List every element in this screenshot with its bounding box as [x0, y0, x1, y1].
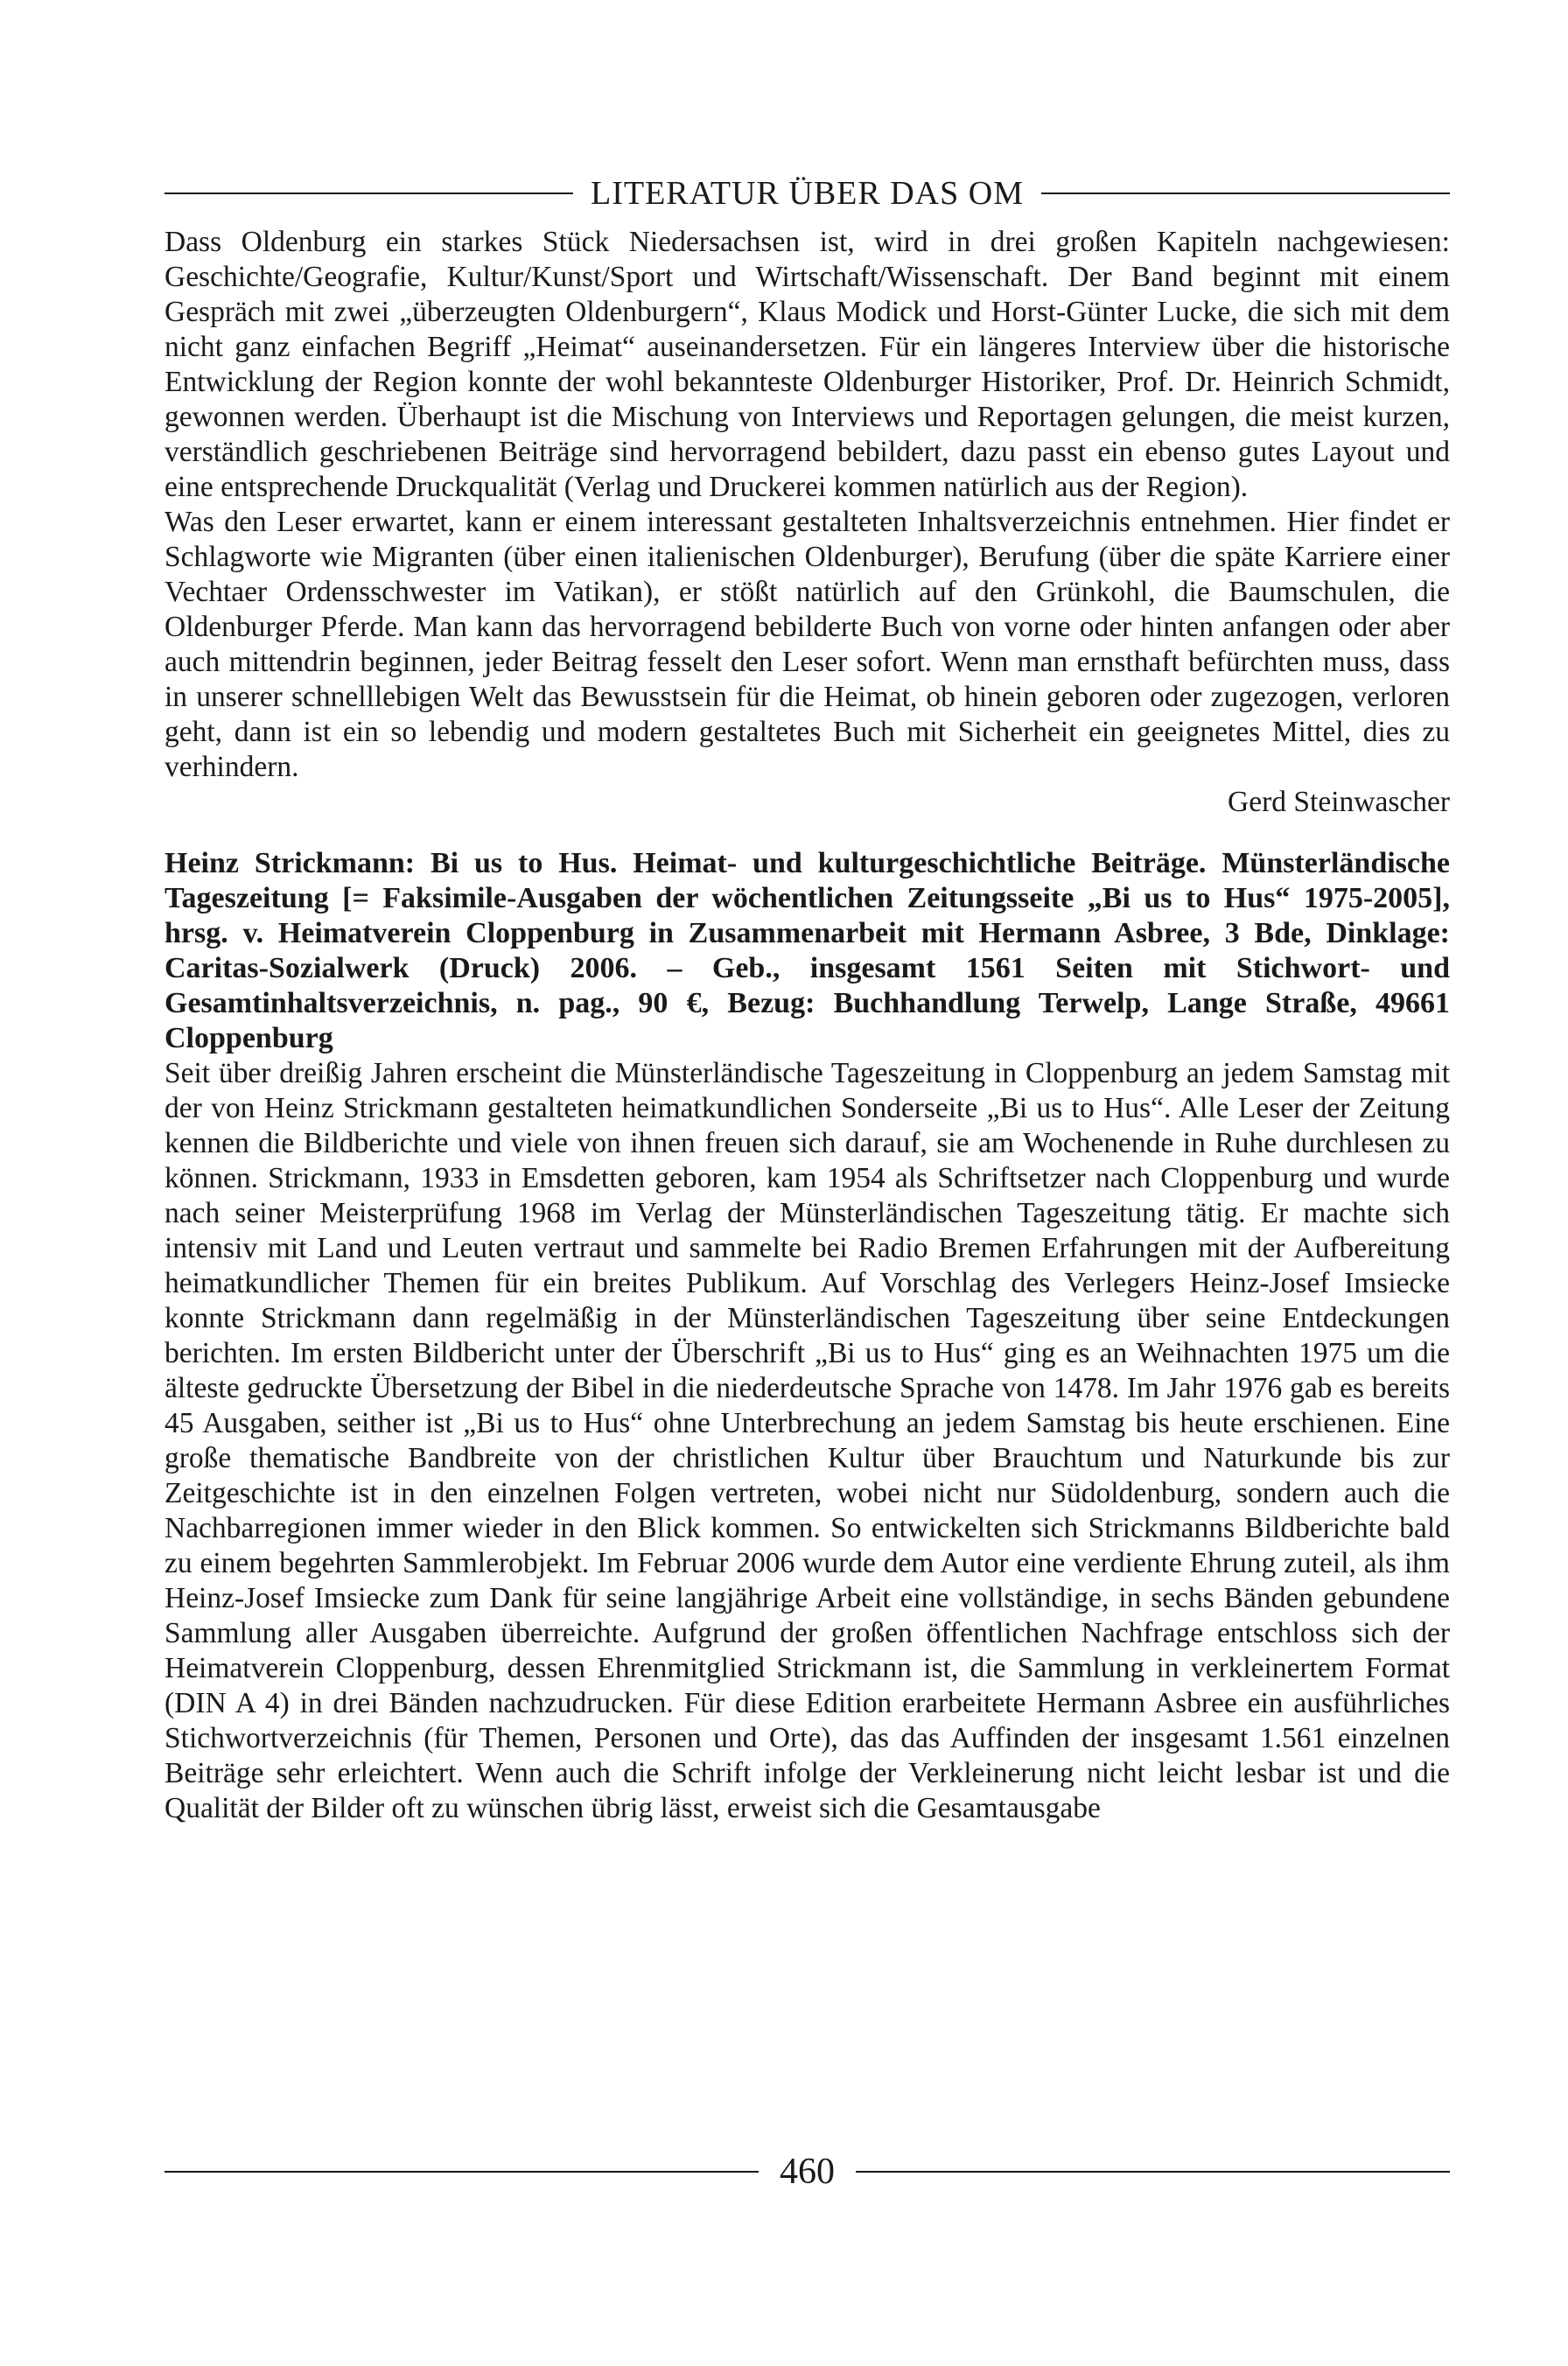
running-header-title: LITERATUR ÜBER DAS OM — [591, 175, 1024, 212]
header-rule-left — [164, 192, 573, 194]
review-1-body — [164, 225, 1450, 785]
footer-rule-right — [856, 2171, 1450, 2173]
page-number: 460 — [780, 2152, 835, 2192]
review-2-bibliographic-heading: Heinz Strickmann: Bi us to Hus. Heimat- und kulturgeschichtliche Beiträge. Münsterländische Tageszeitung [= Faksimile-Ausgaben der wöchentlichen Zeitungsseite „Bi us to Hus“ 1975-2005], hrsg. v. Heimatverein Cloppenburg in Zusammenarbeit mit Hermann Asbree, 3 Bde, Dinklage: Caritas-Sozialwerk (Druck) 2006. – Geb., insgesamt 1561 Seiten mit Stichwort- und Gesamtinhaltsverzeichnis, n. pag., 90 €, Bezug: Buchhandlung Terwelp, Lange Straße, 49661 Cloppenburg — [164, 847, 1450, 1054]
footer-rule-left — [164, 2171, 759, 2173]
header-rule-right — [1041, 192, 1450, 194]
running-header — [164, 162, 1450, 225]
review-2-paragraph: Seit über dreißig Jahren erscheint die Münsterländische Tageszeitung in Cloppenburg an jedem Samstag mit der von Heinz Strickmann gestalteten heimatkundlichen Sonderseite „Bi us to Hus“. Alle Leser der Zeitung kennen die Bildberichte und viele von ihnen freuen sich darauf, sie am Wochenende in Ruhe durchlesen zu können. Strickmann, 1933 in Emsdetten geboren, kam 1954 als Schriftsetzer nach Cloppenburg und wurde nach seiner Meisterprüfung 1968 im Verlag der Münsterländischen Tageszeitung tätig. Er machte sich intensiv mit Land und Leuten vertraut und sammelte bei Radio Bremen Erfahrungen mit der Aufbereitung heimatkundlicher Themen für ein breites Publikum. Auf Vorschlag des Verlegers Heinz-Josef Imsiecke konnte Strickmann dann regelmäßig in der Münsterländischen Tageszeitung über seine Entdeckungen berichten. Im ersten Bildbericht unter der Überschrift „Bi us to Hus“ ging es an Weihnachten 1975 um die älteste gedruckte Übersetzung der Bibel in die niederdeutsche Sprache von 1478. Im Jahr 1976 gab es bereits 45 Ausgaben, seither ist „Bi us to Hus“ ohne Unterbrechung an jedem Samstag bis heute erschienen. Eine große thematische Bandbreite von der christlichen Kultur über Brauchtum und Naturkunde bis zur Zeitgeschichte ist in den einzelnen Folgen vertreten, wobei nicht nur Südoldenburg, sondern auch die Nachbarregionen immer wieder in den Blick kommen. So entwickelten sich Strickmanns Bildberichte bald zu einem begehrten Sammlerobjekt. Im Februar 2006 wurde dem Autor eine verdiente Ehrung zuteil, als ihm Heinz-Josef Imsiecke zum Dank für seine langjährige Arbeit eine vollständige, in sechs Bänden gebundene Sammlung aller Ausgaben überreichte. Aufgrund der großen öffentlichen Nachfrage entschloss sich der Heimatverein Cloppenburg, dessen Ehrenmitglied Strickmann ist, die Sammlung in verkleinertem Format (DIN A 4) in drei Bänden nachzudrucken. Für diese Edition erarbeitete Hermann Asbree ein ausführliches Stichwortverzeichnis (für Themen, Personen und Orte), das das Auffinden der insgesamt 1.561 einzelnen Beiträge sehr erleichtert. Wenn auch die Schrift infolge der Verkleinerung nicht leicht lesbar ist und die Qualität der Bilder oft zu wünschen übrig lässt, erweist sich die Gesamtausgabe — [164, 1057, 1450, 1824]
page-footer — [164, 2146, 1450, 2198]
review-1-author: Gerd Steinwascher — [1228, 786, 1450, 818]
review-1-paragraph: Dass Oldenburg ein starkes Stück Niedersachsen ist, wird in drei großen Kapiteln nachgewiesen: Geschichte/Geografie, Kultur/Kunst/Sport und Wirtschaft/Wissenschaft. Der Band beginnt mit einem Gespräch mit zwei „überzeugten Oldenburgern“, Klaus Modick und Horst-Günter Lucke, die sich mit dem nicht ganz einfachen Begriff „Heimat“ auseinandersetzen. Für ein längeres Interview über die historische Entwicklung der Region konnte der wohl bekannteste Oldenburger Historiker, Prof. Dr. Heinrich Schmidt, gewonnen werden. Überhaupt ist die Mischung von Interviews und Reportagen gelungen, die meist kurzen, verständlich geschriebenen Beiträge sind hervorragend bebildert, dazu passt ein ebenso gutes Layout und eine entsprechende Druckqualität (Verlag und Druckerei kommen natürlich aus der Region). — [164, 226, 1450, 503]
page-content — [164, 162, 1450, 1826]
review-2-body — [164, 1056, 1450, 1826]
review-1-paragraph: Was den Leser erwartet, kann er einem interessant gestalteten Inhaltsverzeichnis entnehmen. Hier findet er Schlagworte wie Migranten (über einen italienischen Oldenburger), Berufung (über die späte Karriere einer Vechtaer Ordensschwester im Vatikan), er stößt natürlich auf den Grünkohl, die Baumschulen, die Oldenburger Pferde. Man kann das hervorragend bebilderte Buch von vorne oder hinten anfangen oder aber auch mittendrin beginnen, jeder Beitrag fesselt den Leser sofort. Wenn man ernsthaft befürchten muss, dass in unserer schnelllebigen Welt das Bewusstsein für die Heimat, ob hinein geboren oder zugezogen, verloren geht, dann ist ein so lebendig und modern gestaltetes Buch mit Sicherheit ein geeignetes Mittel, dies zu verhindern. — [164, 506, 1450, 783]
